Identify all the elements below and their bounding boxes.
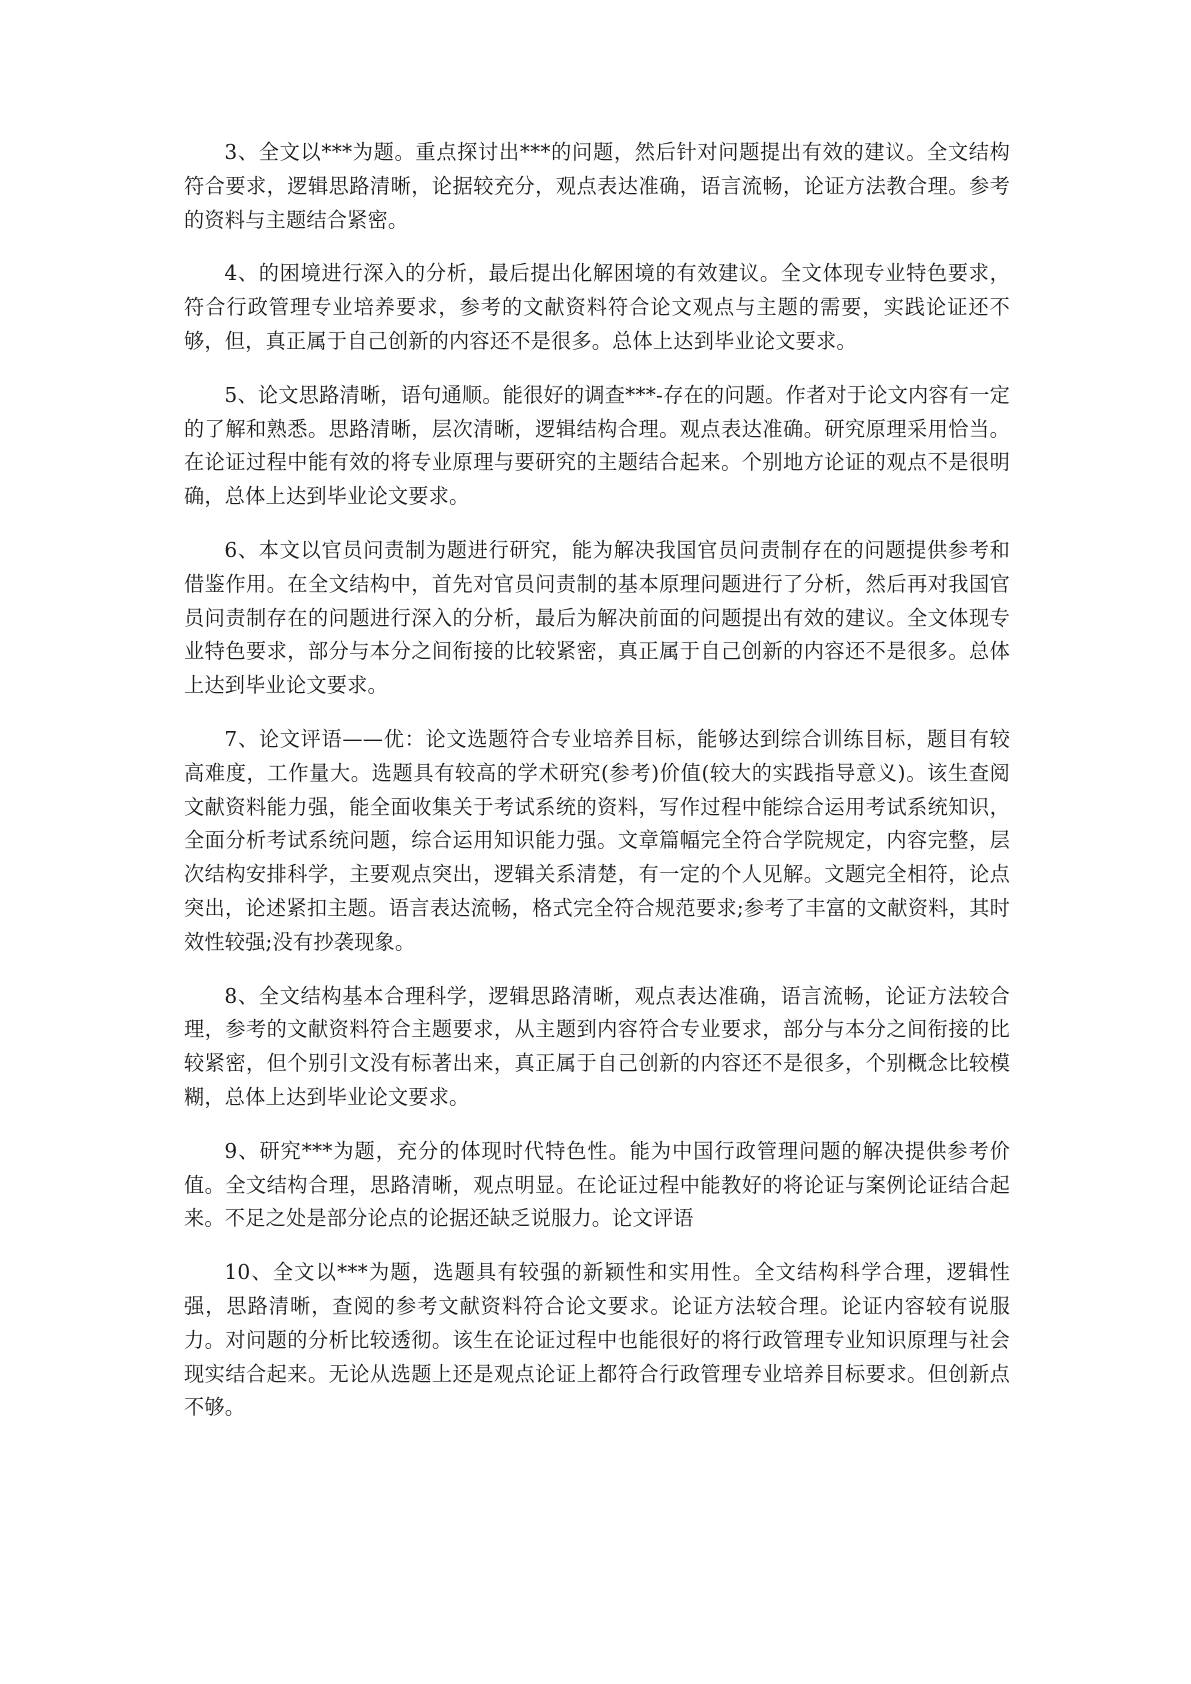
paragraph-5: 5、论文思路清晰，语句通顺。能很好的调查***-存在的问题。作者对于论文内容有一定的了解和熟悉。思路清晰，层次清晰，逻辑结构合理。观点表达准确。研究原理采用恰当。在论证过程中能有效的将专业原理与要研究的主题结合起来。个别地方论证的观点不是很明确，总体上达到毕业论文要求。	[184, 382, 1010, 509]
paragraph-7: 7、论文评语——优：论文选题符合专业培养目标，能够达到综合训练目标，题目有较高难度，工作量大。选题具有较高的学术研究(参考)价值(较大的实践指导意义)。该生查阅文献资料能力强，能全面收集关于考试系统的资料，写作过程中能综合运用考试系统知识，全面分析考试系统问题，综合运用知识能力强。文章篇幅完全符合学院规定，内容完整，层次结构安排科学，主要观点突出，逻辑关系清楚，有一定的个人见解。文题完全相符，论点突出，论述紧扣主题。语言表达流畅，格式完全符合规范要求;参考了丰富的文献资料，其时效性较强;没有抄袭现象。	[184, 726, 1010, 954]
paragraph-9: 9、研究***为题，充分的体现时代特色性。能为中国行政管理问题的解决提供参考价值。全文结构合理，思路清晰，观点明显。在论证过程中能教好的将论证与案例论证结合起来。不足之处是部分论点的论据还缺乏说服力。论文评语	[184, 1138, 1010, 1231]
paragraph-8: 8、全文结构基本合理科学，逻辑思路清晰，观点表达准确，语言流畅，论证方法较合理，参考的文献资料符合主题要求，从主题到内容符合专业要求，部分与本分之间衔接的比较紧密，但个别引文没有标著出来，真正属于自己创新的内容还不是很多，个别概念比较模糊，总体上达到毕业论文要求。	[184, 983, 1010, 1109]
paragraph-6: 6、本文以官员问责制为题进行研究，能为解决我国官员问责制存在的问题提供参考和借鉴作用。在全文结构中，首先对官员问责制的基本原理问题进行了分析，然后再对我国官员问责制存在的问题进行深入的分析，最后为解决前面的问题提出有效的建议。全文体现专业特色要求，部分与本分之间衔接的比较紧密，真正属于自己创新的内容还不是很多。总体上达到毕业论文要求。	[184, 537, 1010, 698]
paragraph-10: 10、全文以***为题，选题具有较强的新颖性和实用性。全文结构科学合理，逻辑性强，思路清晰，查阅的参考文献资料符合论文要求。论证方法较合理。论证内容较有说服力。对问题的分析比较透彻。该生在论证过程中也能很好的将行政管理专业知识原理与社会现实结合起来。无论从选题上还是观点论证上都符合行政管理专业培养目标要求。但创新点不够。	[184, 1260, 1010, 1420]
paragraph-4: 4、的困境进行深入的分析，最后提出化解困境的有效建议。全文体现专业特色要求，符合行政管理专业培养要求，参考的文献资料符合论文观点与主题的需要，实践论证还不够，但，真正属于自己创新的内容还不是很多。总体上达到毕业论文要求。	[184, 261, 1010, 353]
document-body	[184, 136, 1010, 1445]
paragraph-3: 3、全文以***为题。重点探讨出***的问题，然后针对问题提出有效的建议。全文结构符合要求，逻辑思路清晰，论据较充分，观点表达准确，语言流畅，论证方法教合理。参考的资料与主题结合紧密。	[184, 140, 1010, 232]
